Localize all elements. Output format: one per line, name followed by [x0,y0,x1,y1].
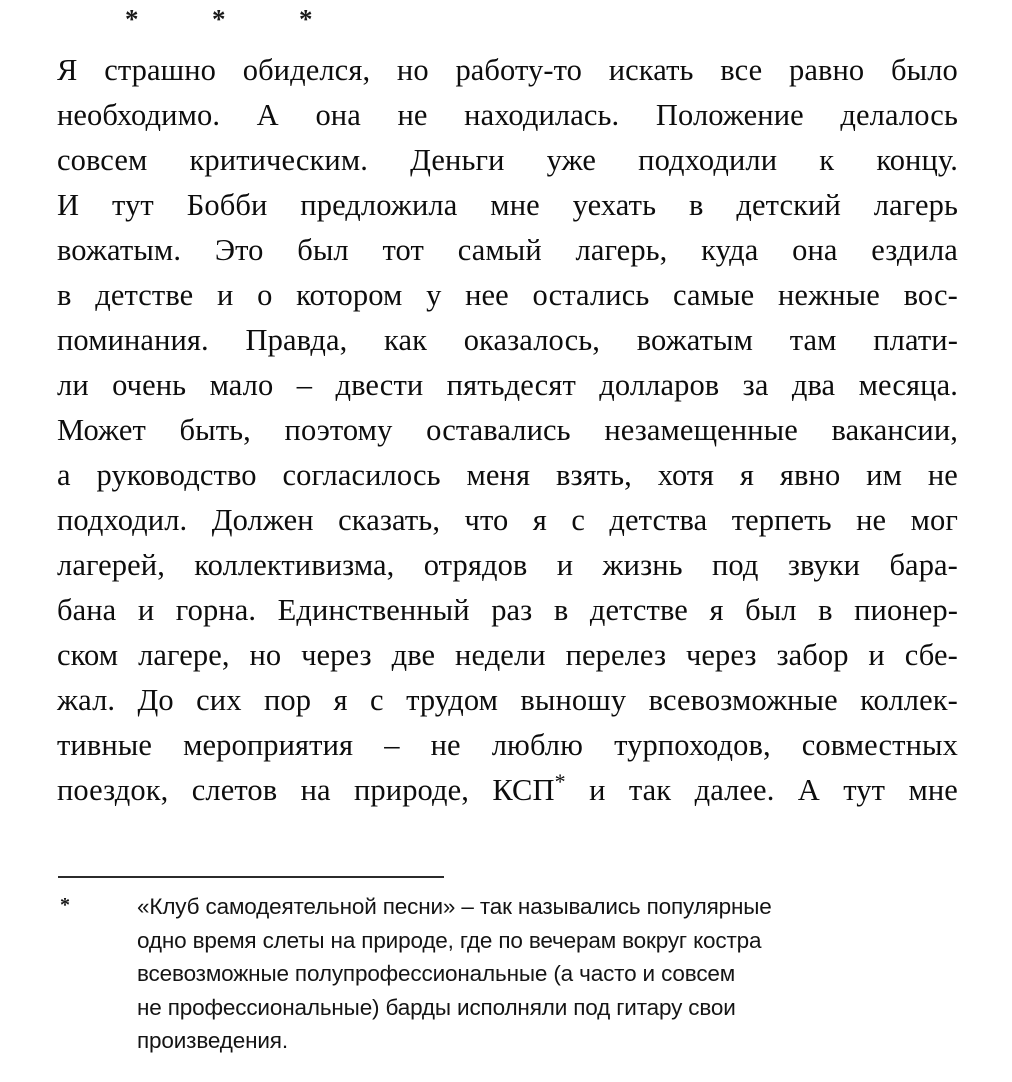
body-word: в [689,188,704,222]
body-word: тот [382,233,424,267]
body-word: в [553,593,569,627]
body-word: я [532,503,547,537]
body-word: сбе- [904,638,958,672]
body-word: люблю [491,728,584,762]
body-word: очень [112,368,187,402]
body-word: мне [490,188,540,222]
body-word: с [571,503,585,537]
body-word: И [57,188,80,222]
body-word: плати- [873,323,958,357]
body-word: жизнь [602,548,683,582]
body-word: лагерь, [575,233,668,267]
body-word: оказалось, [463,323,601,357]
body-word: она [315,98,361,132]
body-word: долларов [599,368,720,402]
body-word: через [685,638,757,672]
body-word: оставались [426,413,571,447]
body-word: хотя [657,458,715,492]
body-line [57,498,958,543]
body-word: КСП* [492,768,566,807]
footnote-line: одно время слеты на природе, где по вечерам вокруг костра [137,927,762,953]
body-line [57,453,958,498]
body-word: обиделся, [242,53,371,87]
body-word: вожатым. [57,233,182,267]
body-word: Деньги [410,143,505,177]
body-word: – [384,728,400,762]
body-word: тут [112,188,154,222]
body-word: самый [457,233,542,267]
body-word: бара- [889,548,958,582]
body-word: и [137,593,155,627]
body-word: мог [910,503,958,537]
body-word: не [856,503,887,537]
body-word: раз [491,593,533,627]
body-word: детский [736,188,841,222]
body-word: детстве [589,593,688,627]
body-word: ском [57,638,119,672]
body-word: все [720,53,763,87]
body-word: на [300,773,331,807]
body-word: детства [609,503,708,537]
body-word: но [249,638,282,672]
body-line [57,768,958,813]
body-word: далее. [694,773,775,807]
body-line [57,723,958,768]
footnote-block [57,890,957,1058]
body-word: два [791,368,836,402]
body-word: вос- [903,278,958,312]
body-word: а [57,458,71,492]
body-word: был [745,593,797,627]
body-word: предложила [300,188,458,222]
body-word: им [866,458,902,492]
body-word: Правда, [245,323,348,357]
body-word: недели [455,638,546,672]
body-word: лагерь [873,188,958,222]
body-word: забор [776,638,849,672]
body-word: критическим. [189,143,368,177]
body-word: как [384,323,428,357]
body-word: трудом [406,683,499,717]
body-word: через [301,638,372,672]
body-word: равно [789,53,865,87]
body-line [57,633,958,678]
body-word: остались [532,278,650,312]
body-line [57,543,958,588]
body-word: был [297,233,349,267]
body-paragraph [57,48,958,813]
body-word: работу-то [455,53,583,87]
footnote-line: произведения. [137,1028,288,1053]
body-word: самые [673,278,755,312]
body-word: руководство [96,458,257,492]
body-word: и [556,548,574,582]
footnote-separator-rule [58,876,444,878]
body-line [57,93,958,138]
body-word: быть, [179,413,251,447]
body-word: совместных [801,728,958,762]
body-line [57,138,958,183]
body-word: взять, [555,458,632,492]
footnote-reference-marker: * [554,768,566,794]
body-word: – [296,368,313,402]
scene-break-separator: * * * [125,4,333,34]
body-word: Должен [211,503,314,537]
body-word: Единственный [277,593,470,627]
body-word: нежные [778,278,880,312]
body-line [57,318,958,363]
body-word: коллективизма, [194,548,395,582]
body-line [57,228,958,273]
body-word: там [789,323,837,357]
body-word: пор [263,683,312,717]
body-word: поэтому [284,413,393,447]
body-word: не [397,98,428,132]
body-word: не [927,458,958,492]
body-word: терпеть [731,503,832,537]
body-word: жал. [57,683,116,717]
body-word: поездок, [57,773,169,807]
body-word: и [216,278,234,312]
body-word: слетов [191,773,278,807]
body-word: с [370,683,384,717]
body-word: поминания. [57,323,209,357]
body-word: в [57,278,72,312]
body-word: Может [57,413,146,447]
body-word: отрядов [423,548,528,582]
body-word: А [797,773,820,807]
body-word: бана [57,593,117,627]
body-word: вакансии, [831,413,958,447]
body-line [57,48,958,93]
body-word: сих [196,683,242,717]
body-word: что [464,503,509,537]
body-word: совсем [57,143,148,177]
body-word: детстве [95,278,194,312]
body-word: А [256,98,279,132]
body-word: горна. [175,593,257,627]
body-word: я [709,593,724,627]
body-word: сказать, [338,503,441,537]
body-word: за [742,368,769,402]
body-word: лагере, [138,638,230,672]
body-line [57,273,958,318]
body-word: в [818,593,833,627]
body-word: искать [608,53,694,87]
footnote-line: всевозможные полупрофессиональные (а часто и совсем [137,961,736,986]
body-word: страшно [104,53,216,87]
body-word: выношу [520,683,627,717]
footnote-text [137,890,957,1058]
body-word: мне [908,773,958,807]
body-word: и [868,638,885,672]
body-word: но [396,53,429,87]
body-word: пятьдесят [446,368,576,402]
body-word: Я [57,53,78,87]
body-word: подходил. [57,503,188,537]
body-word: куда [701,233,759,267]
body-word: концу. [876,143,958,177]
body-word: под [711,548,759,582]
body-word: две [391,638,436,672]
body-word: вожатым [636,323,754,357]
body-word: котором [296,278,403,312]
body-word: к [819,143,835,177]
body-word: явно [779,458,841,492]
body-word: уехать [572,188,657,222]
body-word: всевозможные [648,683,838,717]
body-word: коллек- [860,683,958,717]
body-word: ездила [871,233,958,267]
body-word: звуки [787,548,861,582]
body-word: перелез [565,638,667,672]
body-word: месяца. [858,368,958,402]
body-word: лагерей, [57,548,165,582]
body-word: мало [209,368,274,402]
body-word: тут [843,773,886,807]
body-word: мероприятия [183,728,354,762]
body-word: незамещенные [604,413,798,447]
body-word: ли [57,368,89,402]
body-word: Это [214,233,264,267]
body-word: было [891,53,958,87]
body-word: я [333,683,348,717]
body-word: я [739,458,755,492]
footnote-line: «Клуб самодеятельной песни» – так назывались популярные [137,894,772,919]
body-word: согласилось [282,458,441,492]
body-word: Бобби [186,188,268,222]
footnote-line: не профессиональные) барды исполняли под гитару свои [137,994,736,1020]
body-line [57,408,958,453]
body-word: делалось [840,98,958,132]
body-word: находилась. [464,98,620,132]
body-line [57,678,958,723]
footnote-marker: * [60,894,70,916]
body-word: тивные [57,728,153,762]
body-word: подходили [638,143,778,177]
body-line [57,588,958,633]
body-line [57,363,958,408]
body-word: пионер- [854,593,958,627]
body-word: меня [466,458,531,492]
body-word: Положение [655,98,804,132]
body-word: До [137,683,174,717]
body-word: и [589,773,606,807]
body-word: нее [465,278,509,312]
body-word: уже [546,143,597,177]
body-word: у [426,278,442,312]
body-word: не [430,728,461,762]
body-word: так [628,773,672,807]
body-line [57,183,958,228]
body-word: о [257,278,273,312]
body-word: необходимо. [57,98,221,132]
body-word: природе, [354,773,469,807]
body-word: двести [335,368,424,402]
body-word: турпоходов, [614,728,771,762]
body-word: она [792,233,838,267]
